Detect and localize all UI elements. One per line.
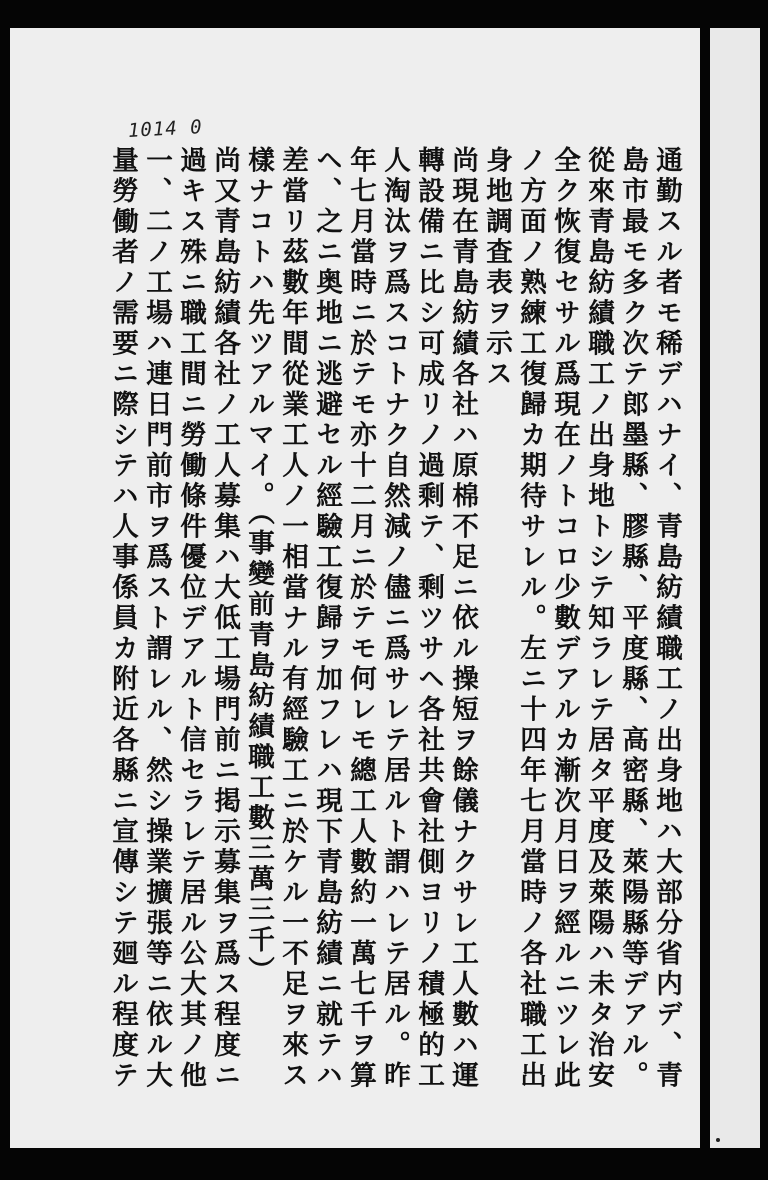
- text-column: 轉設備ニ比シ可成リノ過剩テ、剩ツサヘ各社共會社側ヨリノ積極的工: [413, 146, 444, 1092]
- text-column: 人淘汰ヲ爲スコトナク自然減ノ儘ニ爲サレテ居ルト謂ハレテ居ル。昨: [379, 146, 410, 1092]
- text-column: 一、二ノ工場ハ連日門前市ヲ爲スト謂レル、然シ操業擴張等ニ依ル大: [141, 146, 172, 1092]
- text-column: 通勤スル者モ稀デハナイ、青島紡績職工ノ出身地ハ大部分省内デ、青: [651, 146, 682, 1092]
- text-column: 量勞働者ノ需要ニ際シテハ人事係員カ附近各縣ニ宣傳シテ廻ル程度テ: [107, 146, 138, 1092]
- page-number: 1014 0: [127, 116, 204, 142]
- text-column: 島市最モ多ク次テ郎墨縣、膠縣、平度縣、高密縣、萊陽縣等デアル。: [617, 146, 648, 1092]
- page-edge-mark: [716, 1138, 720, 1142]
- adjacent-page-edge: [710, 28, 760, 1148]
- text-column: ヘ、之ニ奥地ニ逃避セル經驗工復歸ヲ加フレハ現下青島紡績ニ就テハ: [311, 146, 342, 1092]
- vertical-text-block: [108, 146, 686, 1116]
- text-column: ノ方面ノ熟練工復歸カ期待サレル。左ニ十四年七月當時ノ各社職工出: [515, 146, 546, 1092]
- text-column: 樣ナコトハ先ツアルマイ。（事變前青島紡績職工數三萬三千）: [243, 146, 274, 987]
- text-column: 全ク恢復セサル爲現在ノトコロ少數デアルカ漸次月日ヲ經ルニツレ此: [549, 146, 580, 1092]
- text-column: 年七月當時ニ於テモ亦十二月ニ於テモ何レモ總工人數約一萬七千ヲ算: [345, 146, 376, 1092]
- text-column: 身地調査表ヲ示ス: [481, 146, 512, 390]
- text-column: 尚現在青島紡績各社ハ原棉不足ニ依ル操短ヲ餘儀ナクサレ工人數ハ運: [447, 146, 478, 1092]
- text-column: 從來青島紡績職工ノ出身地トシテ知ラレテ居タ平度及萊陽ハ未タ治安: [583, 146, 614, 1092]
- text-column: 尚又青島紡績各社ノ工人募集ハ大低工場門前ニ掲示募集ヲ爲ス程度ニ: [209, 146, 240, 1092]
- text-column: 差當リ茲數年間從業工人ノ一相當ナル有經驗工ニ於ケル一不足ヲ來ス: [277, 146, 308, 1092]
- text-column: 過キス殊ニ職工間ニ勞働條件優位デアルト信セラレテ居ル公大其ノ他: [175, 146, 206, 1092]
